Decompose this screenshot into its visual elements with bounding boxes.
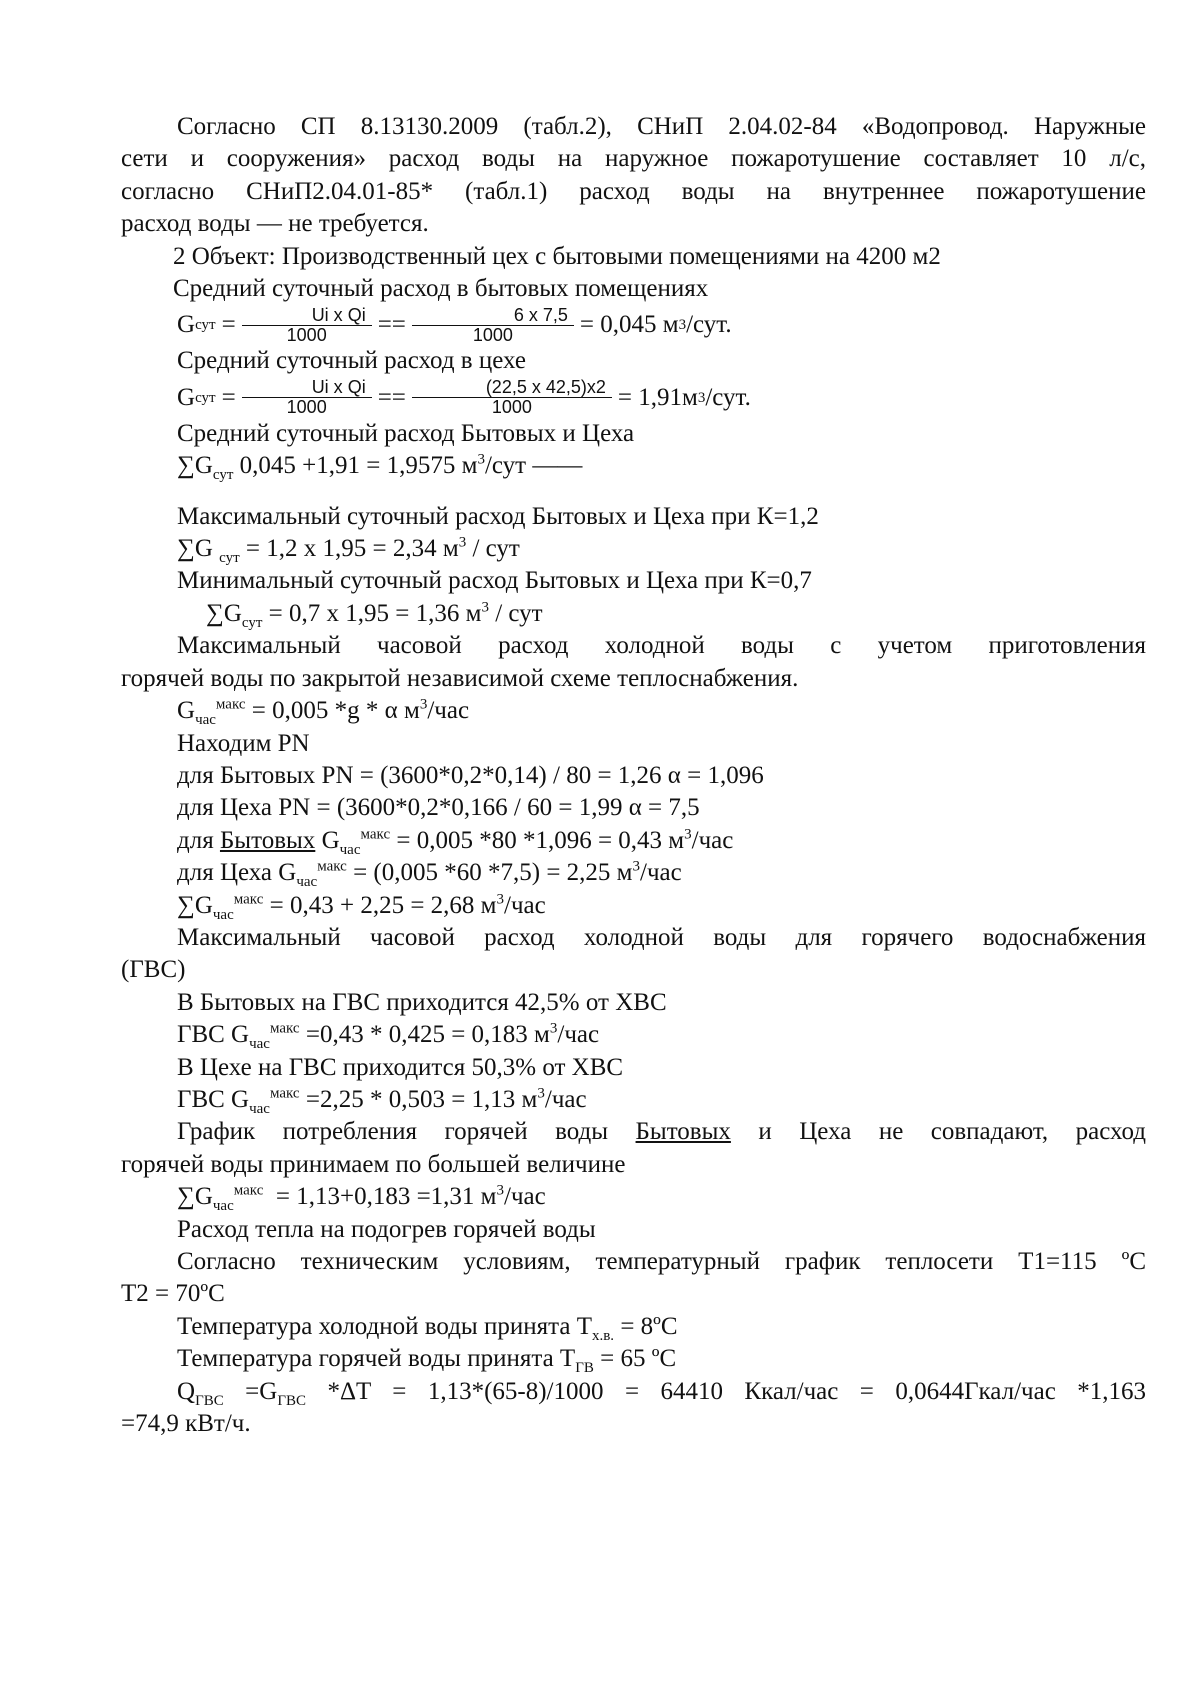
- paragraph-line: График потребления горячей воды Бытовых и Цеха не совпадают, расход: [177, 1118, 1147, 1146]
- paragraph-line: для Цеха PN = (3600*0,2*0,166 / 60 = 1,99 α = 7,5: [177, 794, 700, 822]
- fraction: $\frac{\text{Ui x Qi}}{1000}$: [242, 306, 372, 345]
- paragraph-line: горячей воды по закрытой независимой схеме теплоснабжения.: [121, 664, 799, 692]
- formula-line: ∑G $_{сут}$ = 1,2 x 1,95 = 2,34 $м^3$ / сут: [177, 534, 520, 567]
- formula-line: $G_{час}^{макс} = 0,005$ *g * α $м^3$/час: [177, 696, 470, 729]
- spacer: [121, 483, 1146, 501]
- paragraph-line: Согласно техническим условиям, температурный график теплосети T1=115 ºC: [177, 1248, 1146, 1275]
- section-heading: Минимальный суточный расход Бытовых и Цеха при К=0,7: [177, 567, 812, 595]
- object-heading: 2 Объект: Производственный цех с бытовыми помещениями на 4200 м2: [173, 242, 941, 270]
- paragraph-line: для Бытовых PN = (3600*0,2*0,14) / 80 = 1,26 α = 1,096: [177, 761, 764, 789]
- formula-line: $\sum G_{час}^{макс} = 0,43 + 2,25 = 2,68$ $м^3$/час: [177, 891, 546, 923]
- paragraph-line: Находим PN: [177, 729, 310, 757]
- paragraph-line: Максимальный часовой расход холодной воды с учетом приготовления: [177, 632, 1146, 660]
- paragraph-line: горячей воды принимаем по большей величине: [121, 1150, 626, 1178]
- paragraph-line: (ГВС): [121, 956, 186, 984]
- document-body: [121, 111, 1146, 1440]
- paragraph-line: =74,9 кВт/ч.: [121, 1410, 251, 1438]
- paragraph-line: В Цехе на ГВС приходится 50,3% от ХВС: [177, 1053, 624, 1081]
- fraction: $\frac{6 x 7,5}{1000}$: [412, 306, 574, 345]
- formula-line: ГВС $G_{час}^{макс} =0,43 * 0,425 = 0,183$ $м^3$/час: [177, 1020, 600, 1053]
- formula-daily-workshop: G сут = $\frac{\text{Ui x Qi}}{1000}$ == $\frac{(22,5 x 42,5)x2}{1000}$ = 1,91м 3 /сут.: [177, 377, 751, 418]
- paragraph-line: расход воды — не требуется.: [121, 210, 429, 238]
- paragraph-line: Согласно СП 8.13130.2009 (табл.2), СНиП 2.04.02-84 «Водопровод. Наружные: [177, 113, 1146, 140]
- fraction: $\frac{(22,5 x 42,5)x2}{1000}$: [412, 378, 612, 417]
- formula-line: ГВС $G_{час}^{макс} =2,25 * 0,503 = 1,13$ $м^3$/час: [177, 1085, 587, 1117]
- paragraph-line: согласно СНиП2.04.01-85* (табл.1) расход воды на внутреннее пожаротушение: [121, 177, 1146, 205]
- formula-line: $\sum G_{сут} = 0,7$ x 1,95 = 1,36 $м^3$ / сут: [206, 599, 543, 631]
- fraction: $\frac{\text{Ui x Qi}}{1000}$: [242, 378, 372, 417]
- section-heading: Средний суточный расход Бытовых и Цеха: [177, 419, 635, 447]
- formula-line: $\sum G_{сут}$ 0,045 +1,91 = 1,9575 $м^3$/сут ——: [177, 451, 583, 484]
- section-heading: Максимальный суточный расход Бытовых и Цеха при К=1,2: [177, 502, 819, 530]
- formula-line: $Q_{ГВС} =G_{ГВС}$ *ΔT = 1,13*(65-8)/1000 = 64410 Ккал/час = 0,0644Гкал/час *1,163: [177, 1377, 1146, 1409]
- formula-line: для Бытовых $G_{час}^{макс} = 0,005$ *80 *1,096 = 0,43 $м^3$/час: [177, 826, 734, 858]
- paragraph-line: В Бытовых на ГВС приходится 42,5% от ХВС: [177, 988, 667, 1016]
- formula-daily-household: G сут = $\frac{\text{Ui x Qi}}{1000}$ == $\frac{6 x 7,5}{1000}$ = 0,045 м 3 /сут.: [177, 304, 732, 345]
- section-heading: Средний суточный расход в бытовых помещениях: [173, 275, 709, 303]
- section-heading: Расход тепла на подогрев горячей воды: [177, 1215, 596, 1243]
- formula-line: Температура горячей воды принята $T_{ГВ} = 65$ ºC: [177, 1345, 677, 1377]
- formula-line: $\sum G_{час}^{макс} = 1,13+0,183 =1,31$ $м^3$/час: [177, 1182, 546, 1215]
- formula-line: для Цеха $G_{час}^{макс} = (0,005$ *60 *7,5) = 2,25 $м^3$/час: [177, 858, 682, 891]
- paragraph-line: сети и сооружения» расход воды на наружное пожаротушение составляет 10 л/с,: [121, 145, 1146, 173]
- formula-line: Температура холодной воды принята $T_{х.в.}$ = 8ºC: [177, 1312, 678, 1344]
- paragraph-line: Максимальный часовой расход холодной воды для горячего водоснабжения: [177, 923, 1146, 951]
- paragraph-line: T2 = 70ºC: [121, 1280, 225, 1308]
- section-heading: Средний суточный расход в цехе: [177, 347, 526, 375]
